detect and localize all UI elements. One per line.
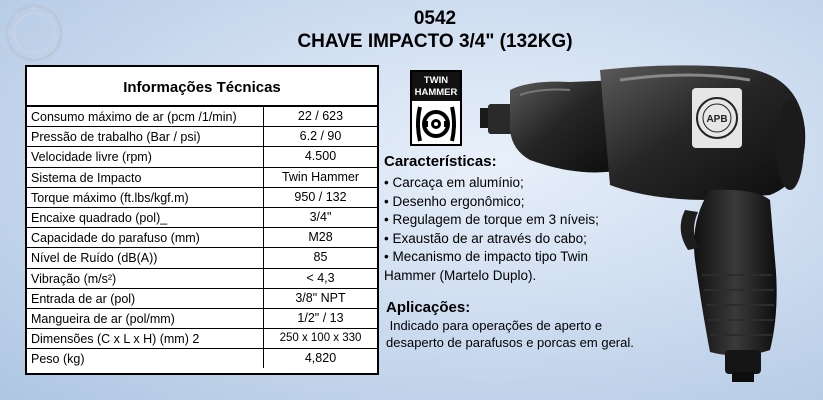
spec-value: 22 / 623: [297, 109, 344, 123]
applications-line-1: Indicado para operações de aperto e: [386, 318, 603, 333]
tool-logo-text: APB: [706, 114, 728, 125]
spec-label: Mangueira de ar (pol/mm): [27, 309, 264, 328]
spec-value: 250 x 100 x 330: [279, 332, 362, 345]
table-row: [27, 289, 377, 309]
spec-value: 4,820: [304, 351, 337, 366]
spec-label: Capacidade do parafuso (mm): [27, 228, 264, 247]
table-row: [27, 127, 377, 147]
spec-table-heading: Informações Técnicas: [27, 67, 377, 107]
table-row: [27, 208, 377, 228]
spec-label: Encaixe quadrado (pol)_: [27, 208, 264, 227]
spec-value: 950 / 132: [294, 189, 347, 204]
list-item: • Desenho ergonômico;: [384, 193, 525, 209]
spec-label: Dimensões (C x L x H) (mm) 2: [27, 329, 264, 348]
product-code: 0542: [413, 8, 457, 29]
spec-label: Vibração (m/s²): [27, 269, 264, 288]
badge-line-2: HAMMER: [414, 87, 458, 98]
list-item: • Regulagem de torque em 3 níveis;: [384, 212, 599, 227]
apb-logo: [4, 3, 64, 63]
spec-value: < 4,3: [306, 270, 335, 285]
spec-label: Peso (kg): [27, 349, 264, 368]
spec-value: 3/4": [309, 209, 332, 224]
spec-value: 3/8" NPT: [295, 290, 346, 305]
hammer-mechanism-icon: [414, 103, 458, 145]
logo-text: APB: [21, 26, 47, 41]
spec-value: 85: [313, 250, 328, 265]
spec-label: Velocidade livre (rpm): [27, 147, 264, 166]
spec-label: Torque máximo (ft.lbs/kgf.m): [27, 188, 264, 207]
table-row: [27, 269, 377, 289]
table-row: [27, 248, 377, 268]
applications-line-2: desaperto de parafusos e porcas em geral.: [386, 335, 634, 350]
list-item: Hammer (Martelo Duplo).: [384, 267, 537, 283]
spec-label: Pressão de trabalho (Bar / psi): [27, 127, 264, 146]
spec-value: 4.500: [304, 149, 337, 164]
applications-section: [386, 299, 691, 351]
spec-label: Sistema de Impacto: [27, 168, 264, 187]
applications-heading: Aplicações:: [386, 299, 471, 316]
features-section: [384, 153, 684, 285]
product-name: CHAVE IMPACTO 3/4" (132KG): [297, 31, 573, 52]
title-block: [270, 8, 600, 54]
spec-label: Consumo máximo de ar (pcm /1/min): [27, 107, 264, 126]
spec-value: 6.2 / 90: [299, 129, 342, 144]
spec-table: [25, 65, 379, 375]
spec-value: M28: [308, 230, 333, 245]
table-row: [27, 168, 377, 188]
table-row: [27, 188, 377, 208]
features-heading: Características:: [384, 153, 497, 170]
list-item: • Exaustão de ar através do cabo;: [384, 230, 587, 246]
spec-value: Twin Hammer: [281, 169, 360, 184]
table-row: [27, 309, 377, 329]
table-row: [27, 349, 377, 368]
table-row: [27, 329, 377, 349]
twin-hammer-badge: [410, 70, 462, 146]
spec-label: Nível de Ruído (dB(A)): [27, 248, 264, 267]
table-row: [27, 147, 377, 167]
table-row: [27, 107, 377, 127]
spec-value: 1/2" / 13: [297, 310, 344, 325]
spec-label: Entrada de ar (pol): [27, 289, 264, 308]
list-item: • Carcaça em alumínio;: [384, 175, 524, 190]
list-item: • Mecanismo de impacto tipo Twin: [384, 249, 589, 264]
badge-line-1: TWIN: [423, 75, 449, 86]
table-row: [27, 228, 377, 248]
